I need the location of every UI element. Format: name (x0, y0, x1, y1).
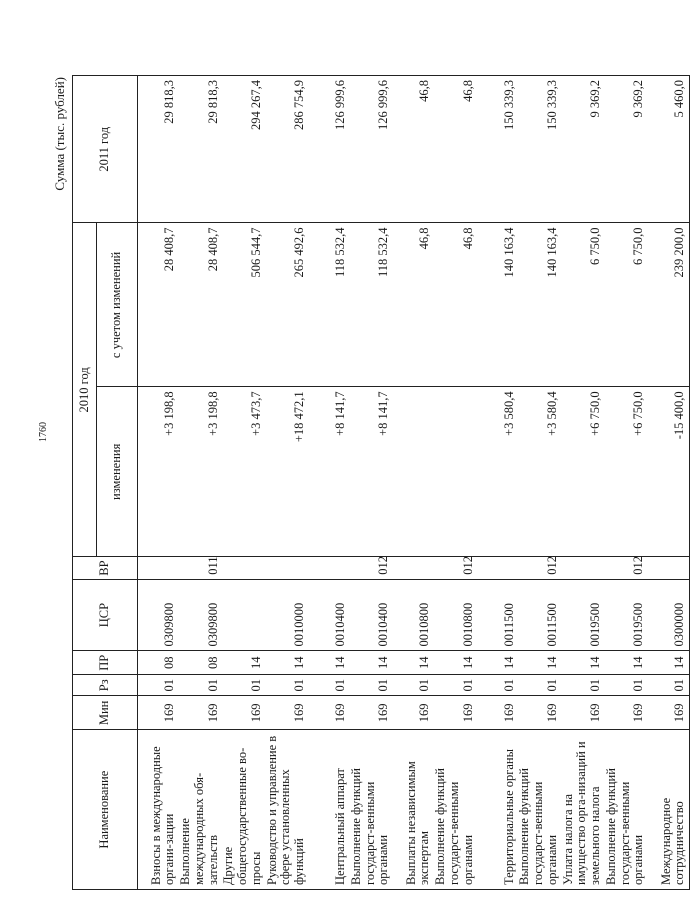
row-vr (222, 557, 265, 580)
header-name: Наименование (73, 730, 138, 890)
row-min: 169 (222, 696, 265, 730)
row-min: 169 (477, 696, 518, 730)
row-min: 169 (309, 696, 350, 730)
row-2011: 29 818,3 (179, 76, 222, 224)
row-name: Выполнение функций государст-венными органами (605, 730, 648, 890)
row-name: Другие общегосударственные во-просы (222, 730, 265, 890)
row-name: Территориальные органы (477, 730, 518, 890)
row-changes: +18 472,1 (266, 387, 309, 557)
row-changes: +3 580,4 (477, 387, 518, 557)
header-csr: ЦСР (73, 579, 138, 651)
row-vr: 012 (605, 557, 648, 580)
row-rz: 01 (179, 675, 222, 697)
header-year-2010: 2010 год (73, 223, 97, 557)
row-name: Уплата налога на имущество орга-низаций и земельного налога (562, 730, 605, 890)
budget-table (72, 75, 690, 890)
row-csr: 0010800 (434, 579, 477, 651)
row-csr: 0309800 (138, 579, 180, 651)
row-pr: 14 (477, 651, 518, 675)
row-vr: 012 (518, 557, 561, 580)
row-2011: 29 818,3 (138, 76, 180, 224)
row-with-changes: 28 408,7 (138, 223, 180, 387)
rotated-page (38, 75, 687, 890)
row-rz: 01 (518, 675, 561, 697)
header-pr: ПР (73, 651, 138, 675)
row-with-changes: 118 532,4 (309, 223, 350, 387)
row-changes (434, 387, 477, 557)
row-name: Выполнение функций государст-венными органами (434, 730, 477, 890)
row-changes: -15 400,0 (648, 387, 690, 557)
row-csr: 0010800 (393, 579, 434, 651)
row-with-changes: 118 532,4 (350, 223, 393, 387)
row-min: 169 (648, 696, 690, 730)
table-row (179, 76, 222, 890)
row-rz: 01 (309, 675, 350, 697)
row-min: 169 (434, 696, 477, 730)
sum-caption: Сумма (тыс. рублей) (52, 77, 67, 191)
row-csr: 0300000 (648, 579, 690, 651)
row-rz: 01 (477, 675, 518, 697)
row-changes (393, 387, 434, 557)
table-row (309, 76, 350, 890)
table-row (222, 76, 265, 890)
row-min: 169 (179, 696, 222, 730)
row-with-changes: 265 492,6 (266, 223, 309, 387)
table-row (434, 76, 477, 890)
row-min: 169 (350, 696, 393, 730)
row-vr: 012 (434, 557, 477, 580)
row-name: Центральный аппарат (309, 730, 350, 890)
row-2011: 46,8 (393, 76, 434, 224)
row-min: 169 (518, 696, 561, 730)
table-row (477, 76, 518, 890)
row-vr (562, 557, 605, 580)
row-changes: +3 473,7 (222, 387, 265, 557)
row-pr: 14 (434, 651, 477, 675)
header-rz: Рз (73, 675, 138, 697)
row-2011: 126 999,6 (350, 76, 393, 224)
row-min: 169 (138, 696, 180, 730)
row-csr: 0019500 (562, 579, 605, 651)
row-2011: 5 460,0 (648, 76, 690, 224)
row-pr: 14 (648, 651, 690, 675)
table-row (138, 76, 180, 890)
table-row (562, 76, 605, 890)
row-2011: 46,8 (434, 76, 477, 224)
header-vr: ВР (73, 557, 138, 580)
row-2011: 126 999,6 (309, 76, 350, 224)
row-csr: 0010000 (266, 579, 309, 651)
row-rz: 01 (266, 675, 309, 697)
row-csr: 0011500 (518, 579, 561, 651)
row-with-changes: 46,8 (434, 223, 477, 387)
row-changes: +3 198,8 (138, 387, 180, 557)
table-body (138, 76, 690, 890)
row-rz: 01 (648, 675, 690, 697)
row-vr (393, 557, 434, 580)
table-row (648, 76, 690, 890)
row-pr: 08 (179, 651, 222, 675)
row-min: 169 (605, 696, 648, 730)
row-pr: 14 (222, 651, 265, 675)
row-name: Выплаты независимым экспертам (393, 730, 434, 890)
row-name: Международное сотрудничество (648, 730, 690, 890)
row-changes: +6 750,0 (605, 387, 648, 557)
row-rz: 01 (393, 675, 434, 697)
row-name: Руководство и управление в сфере установленных функций (266, 730, 309, 890)
row-pr: 14 (350, 651, 393, 675)
header-changes: изменения (97, 387, 138, 557)
row-rz: 01 (605, 675, 648, 697)
row-rz: 01 (434, 675, 477, 697)
row-vr (266, 557, 309, 580)
row-changes: +3 198,8 (179, 387, 222, 557)
row-min: 169 (266, 696, 309, 730)
row-with-changes: 46,8 (393, 223, 434, 387)
row-2011: 150 339,3 (518, 76, 561, 224)
row-name: Выполнение функций государст-венными органами (518, 730, 561, 890)
row-with-changes: 6 750,0 (605, 223, 648, 387)
row-pr: 14 (562, 651, 605, 675)
row-2011: 9 369,2 (605, 76, 648, 224)
row-name: Выполнение международных обя-зательств (179, 730, 222, 890)
header-with-changes: с учетом изменений (97, 223, 138, 387)
header-min: Мин (73, 696, 138, 730)
row-vr (309, 557, 350, 580)
row-csr: 0019500 (605, 579, 648, 651)
table-row (605, 76, 648, 890)
row-2011: 294 267,4 (222, 76, 265, 224)
row-with-changes: 506 544,7 (222, 223, 265, 387)
row-2011: 286 754,9 (266, 76, 309, 224)
table-row (393, 76, 434, 890)
row-vr: 011 (179, 557, 222, 580)
row-name: Взносы в международные органи-зации (138, 730, 180, 890)
row-csr: 0011500 (477, 579, 518, 651)
row-rz: 01 (222, 675, 265, 697)
row-vr (477, 557, 518, 580)
row-vr (648, 557, 690, 580)
row-pr: 14 (518, 651, 561, 675)
table-row (350, 76, 393, 890)
row-2011: 150 339,3 (477, 76, 518, 224)
page-number: 1760 (38, 422, 49, 442)
row-csr: 0309800 (179, 579, 222, 651)
row-with-changes: 239 200,0 (648, 223, 690, 387)
header-year-2011: 2011 год (73, 76, 138, 224)
row-vr: 012 (350, 557, 393, 580)
row-name: Выполнение функций государст-венными органами (350, 730, 393, 890)
row-rz: 01 (350, 675, 393, 697)
row-with-changes: 140 163,4 (518, 223, 561, 387)
row-pr: 14 (605, 651, 648, 675)
row-pr: 14 (309, 651, 350, 675)
row-csr: 0010400 (350, 579, 393, 651)
row-min: 169 (393, 696, 434, 730)
row-with-changes: 6 750,0 (562, 223, 605, 387)
row-with-changes: 28 408,7 (179, 223, 222, 387)
row-2011: 9 369,2 (562, 76, 605, 224)
row-csr (222, 579, 265, 651)
row-min: 169 (562, 696, 605, 730)
row-with-changes: 140 163,4 (477, 223, 518, 387)
table-row (266, 76, 309, 890)
row-rz: 01 (562, 675, 605, 697)
table-row (518, 76, 561, 890)
row-changes: +8 141,7 (309, 387, 350, 557)
row-pr: 14 (266, 651, 309, 675)
row-csr: 0010400 (309, 579, 350, 651)
row-changes: +3 580,4 (518, 387, 561, 557)
row-pr: 08 (138, 651, 180, 675)
row-changes: +8 141,7 (350, 387, 393, 557)
row-vr (138, 557, 180, 580)
row-pr: 14 (393, 651, 434, 675)
row-changes: +6 750,0 (562, 387, 605, 557)
row-rz: 01 (138, 675, 180, 697)
